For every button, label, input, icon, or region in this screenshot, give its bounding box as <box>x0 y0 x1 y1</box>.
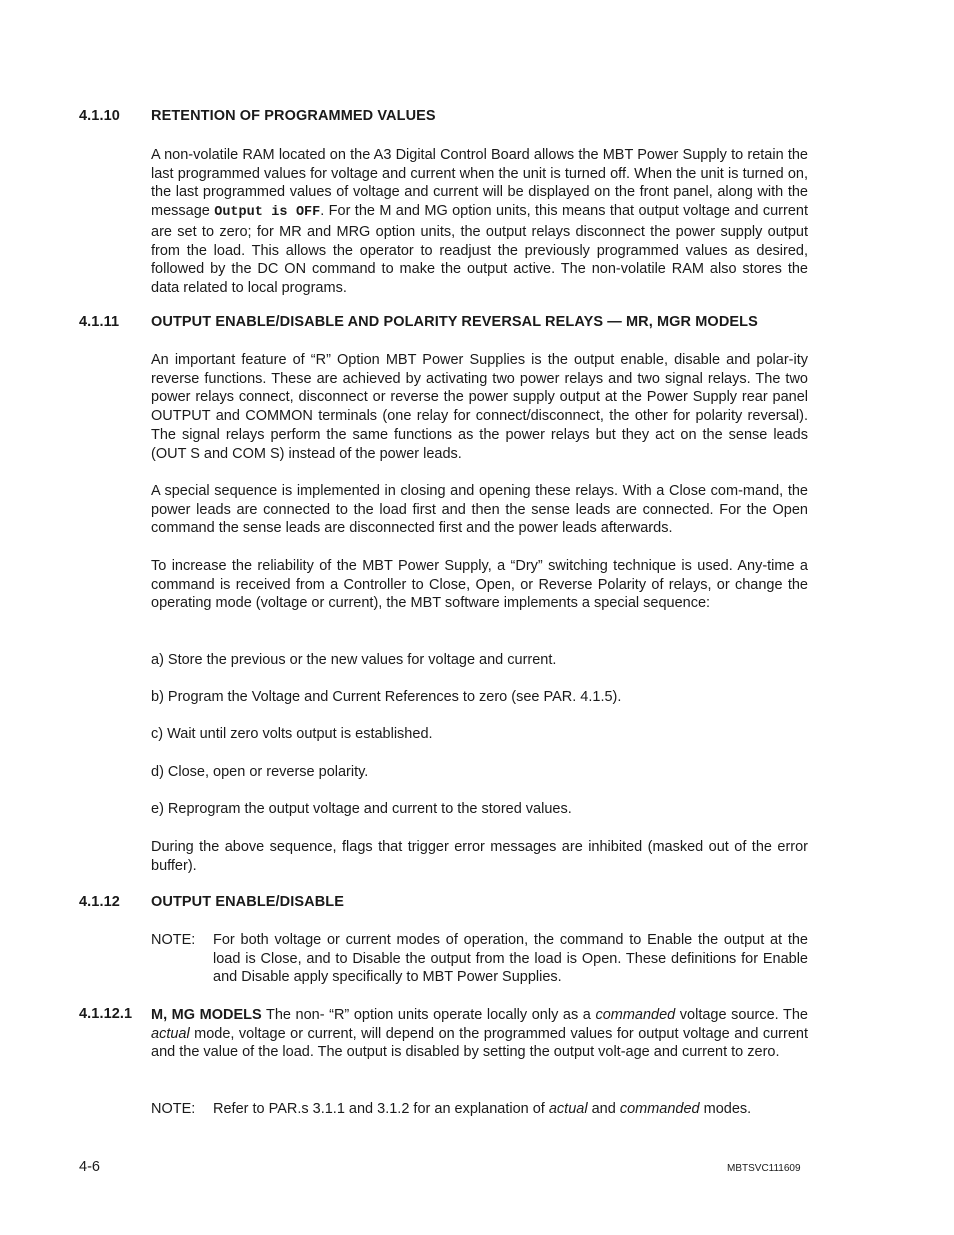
italic-text: commanded <box>595 1007 676 1023</box>
code-text: Output is OFF <box>214 205 321 221</box>
section-title: RETENTION OF PROGRAMMED VALUES <box>151 108 436 124</box>
text-run: Refer to PAR.s 3.1.1 and 3.1.2 for an explanation of <box>213 1101 549 1117</box>
page-number: 4-6 <box>79 1159 100 1175</box>
paragraph: An important feature of “R” Option MBT Power Supplies is the output enable, disable and polar-ity reverse functions. These are achieved by activating two power relays and two signal relays. The two power relays connect, disconnect or reverse the power supply output at the Power Supply rear panel OUTPUT and COMMON terminals (one relay for connect/disconnect, the other for polarity reversal). The signal relays perform the same functions as the power relays but they act on the sense leads (OUT S and COM S) instead of the power leads. <box>151 352 808 462</box>
text-run: The non- “R” option units operate locally only as a <box>261 1007 596 1023</box>
section-title: OUTPUT ENABLE/DISABLE <box>151 894 345 910</box>
text-run: A non-volatile RAM located on the A3 Digital Control Board allows the MBT Power Supply to retain the last programmed values for voltage and current when the unit is turned off. When the unit is turned on, the last programmed values of voltage and current will be displayed on the front panel, along with the message <box>151 147 808 220</box>
section-number: 4.1.11 <box>79 314 120 330</box>
italic-text: commanded <box>619 1101 700 1117</box>
list-item: b) Program the Voltage and Current References to zero (see PAR. 4.1.5). <box>151 689 622 705</box>
paragraph: During the above sequence, flags that trigger error messages are inhibited (masked out of the error buffer). <box>151 839 808 874</box>
section-title: OUTPUT ENABLE/DISABLE AND POLARITY REVERSAL RELAYS — MR, MGR MODELS <box>151 314 758 330</box>
note-label: NOTE: <box>151 1101 196 1117</box>
list-item: d) Close, open or reverse polarity. <box>151 764 369 780</box>
text-run: . For the M and MG option units, this means that output voltage and current are set to zero; for MR and MRG option units, the output relays disconnect the power supply output from the load. This allows the operator to readjust the previously programmed values as desired, followed by the DC ON command to make the output active. The non-volatile RAM also stores the data related to local programs. <box>151 203 808 296</box>
run-in-heading: M, MG MODELS <box>151 1007 262 1023</box>
text-run: voltage source. The <box>675 1007 808 1023</box>
paragraph: To increase the reliability of the MBT Power Supply, a “Dry” switching technique is used. Any-time a command is received from a Controller to Close, Open, or Reverse Polarity of relays, or change the operating mode (voltage or current), the MBT software implements a special sequence: <box>151 558 808 612</box>
paragraph <box>151 146 808 298</box>
document-code: MBTSVC111609 <box>727 1163 801 1174</box>
text-run: modes. <box>699 1101 752 1117</box>
text-run: mode, voltage or current, will depend on the programmed values for output voltage and current and the value of the load. The output is disabled by setting the output volt-age and current to zero. <box>151 1025 808 1061</box>
italic-text: actual <box>548 1101 588 1117</box>
section-number: 4.1.10 <box>79 108 120 124</box>
paragraph <box>151 1006 808 1062</box>
italic-text: actual <box>151 1025 190 1042</box>
list-item: a) Store the previous or the new values for voltage and current. <box>151 652 557 668</box>
text-run: and <box>587 1101 620 1117</box>
paragraph: A special sequence is implemented in closing and opening these relays. With a Close com-mand, the power leads are connected to the load first and then the sense leads are connected. For the Open command the sense leads are disconnected first and the power leads afterwards. <box>151 483 808 537</box>
note-text <box>213 1100 808 1119</box>
section-number: 4.1.12.1 <box>79 1006 133 1022</box>
note-text: For both voltage or current modes of operation, the command to Enable the output at the load is Close, and to Disable the output from the load is Open. These definitions for Enable and Disable apply specifically to MBT Power Supplies. <box>213 932 808 986</box>
list-item: c) Wait until zero volts output is established. <box>151 726 433 742</box>
note-label: NOTE: <box>151 932 196 948</box>
section-number: 4.1.12 <box>79 894 120 910</box>
list-item: e) Reprogram the output voltage and current to the stored values. <box>151 801 572 817</box>
